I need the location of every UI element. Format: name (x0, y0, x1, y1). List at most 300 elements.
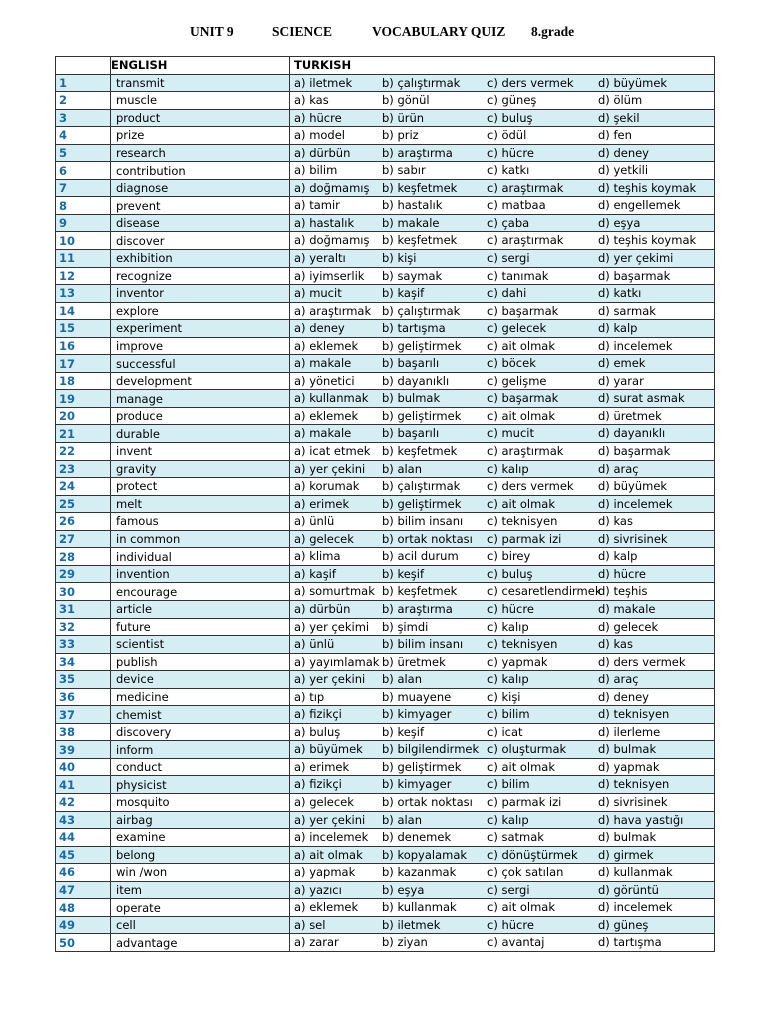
turkish-options (290, 636, 715, 654)
question-number: 39 (56, 741, 111, 759)
option-a[interactable]: a) ait olmak (294, 847, 363, 862)
option-c[interactable]: c) matbaa (487, 198, 546, 213)
option-d[interactable]: d) gelecek (598, 619, 659, 634)
table-row (56, 758, 715, 776)
option-c[interactable]: c) satmak (487, 830, 544, 845)
option-b[interactable]: b) bilim insanı (382, 514, 464, 529)
question-number: 50 (56, 934, 111, 952)
option-c[interactable]: c) araştırmak (487, 233, 564, 248)
option-a[interactable]: a) dürbün (294, 601, 351, 616)
english-word: device (111, 671, 290, 689)
option-c[interactable]: c) yapmak (487, 654, 548, 669)
option-d[interactable]: d) teşhis koymak (598, 233, 697, 248)
table-row (56, 162, 715, 180)
option-c[interactable]: c) ait olmak (487, 759, 556, 774)
option-b[interactable]: b) ürün (382, 110, 425, 125)
option-d[interactable]: d) teknisyen (598, 777, 670, 792)
option-a[interactable]: a) incelemek (294, 830, 369, 845)
option-d[interactable]: d) kalp (598, 549, 638, 564)
option-a[interactable]: a) erimek (294, 496, 350, 511)
option-c[interactable]: c) katkı (487, 163, 530, 178)
option-b[interactable]: b) kimyager (382, 707, 452, 722)
english-word: disease (111, 214, 290, 232)
option-a[interactable]: a) eklemek (294, 338, 359, 353)
option-d[interactable]: d) ilerleme (598, 724, 661, 739)
table-row (56, 565, 715, 583)
table-row (56, 636, 715, 654)
turkish-options (290, 214, 715, 232)
option-d[interactable]: d) araç (598, 461, 639, 476)
english-word: examine (111, 829, 290, 847)
english-word: inventor (111, 285, 290, 303)
table-row (56, 600, 715, 618)
english-word: win /won (111, 864, 290, 882)
option-b[interactable]: b) başarılı (382, 426, 440, 441)
option-b[interactable]: b) çalıştırmak (382, 303, 461, 318)
option-a[interactable]: a) yayımlamak (294, 654, 380, 669)
option-c[interactable]: c) çok satılan (487, 865, 564, 880)
option-c[interactable]: c) parmak izi (487, 531, 562, 546)
question-number: 43 (56, 811, 111, 829)
question-number: 6 (56, 162, 111, 180)
option-c[interactable]: c) buluş (487, 110, 533, 125)
option-a[interactable]: a) deney (294, 321, 345, 336)
option-d[interactable]: d) sivrisinek (598, 531, 668, 546)
table-row (56, 688, 715, 706)
option-d[interactable]: d) dayanıklı (598, 426, 666, 441)
option-d[interactable]: d) incelemek (598, 338, 673, 353)
table-row (56, 92, 715, 110)
option-a[interactable]: a) yer çekini (294, 672, 366, 687)
option-a[interactable]: a) sel (294, 917, 326, 932)
option-c[interactable]: c) kişi (487, 689, 521, 704)
option-a[interactable]: a) icat etmek (294, 444, 371, 459)
option-a[interactable]: a) gelecek (294, 531, 354, 546)
option-b[interactable]: b) çalıştırmak (382, 479, 461, 494)
option-d[interactable]: d) teknisyen (598, 707, 670, 722)
table-header-row (56, 57, 715, 75)
option-c[interactable]: c) kalıp (487, 812, 529, 827)
english-word: exhibition (111, 250, 290, 268)
turkish-options (290, 478, 715, 496)
option-c[interactable]: c) kalıp (487, 461, 529, 476)
question-number: 41 (56, 776, 111, 794)
option-c[interactable]: c) mucit (487, 426, 534, 441)
option-d[interactable]: d) başarmak (598, 268, 671, 283)
option-c[interactable]: c) ait olmak (487, 408, 556, 423)
option-d[interactable]: d) ölüm (598, 93, 643, 108)
english-word: physicist (111, 776, 290, 794)
english-word: individual (111, 548, 290, 566)
option-a[interactable]: a) makale (294, 426, 352, 441)
turkish-options (290, 74, 715, 92)
option-c[interactable]: c) bilim (487, 707, 530, 722)
option-d[interactable]: d) yarar (598, 373, 644, 388)
option-b[interactable]: b) gönül (382, 93, 430, 108)
option-b[interactable]: b) kişi (382, 251, 417, 266)
table-row (56, 460, 715, 478)
english-word: conduct (111, 758, 290, 776)
option-b[interactable]: b) kullanmak (382, 900, 457, 915)
option-d[interactable]: d) teşhis (598, 584, 648, 599)
option-d[interactable]: d) üretmek (598, 408, 662, 423)
option-b[interactable]: b) denemek (382, 830, 452, 845)
option-d[interactable]: d) tartışma (598, 935, 662, 950)
option-d[interactable]: d) incelemek (598, 900, 673, 915)
table-row (56, 899, 715, 917)
option-d[interactable]: d) girmek (598, 847, 654, 862)
option-c[interactable]: c) gelecek (487, 321, 547, 336)
option-c[interactable]: c) ait olmak (487, 900, 556, 915)
table-row (56, 618, 715, 636)
table-row (56, 250, 715, 268)
question-number: 1 (56, 74, 111, 92)
option-a[interactable]: a) zarar (294, 935, 339, 950)
option-d[interactable]: d) sarmak (598, 303, 656, 318)
option-a[interactable]: a) büyümek (294, 742, 363, 757)
unit-title: UNIT 9 (190, 24, 234, 39)
english-word: invention (111, 565, 290, 583)
turkish-options (290, 846, 715, 864)
turkish-options (290, 355, 715, 373)
option-b[interactable]: b) tartışma (382, 321, 446, 336)
option-d[interactable]: d) hücre (598, 566, 646, 581)
table-row (56, 793, 715, 811)
subject-title: SCIENCE (272, 24, 333, 39)
question-number: 9 (56, 214, 111, 232)
turkish-options (290, 92, 715, 110)
english-word: cell (111, 916, 290, 934)
option-a[interactable]: a) hücre (294, 110, 342, 125)
turkish-options (290, 285, 715, 303)
turkish-options (290, 811, 715, 829)
turkish-options (290, 267, 715, 285)
option-d[interactable]: d) güneş (598, 917, 649, 932)
option-b[interactable]: b) araştırma (382, 145, 453, 160)
turkish-options (290, 109, 715, 127)
option-a[interactable]: a) hastalık (294, 215, 355, 230)
option-d[interactable]: d) başarmak (598, 444, 671, 459)
table-row (56, 267, 715, 285)
option-b[interactable]: b) başarılı (382, 356, 440, 371)
english-word: scientist (111, 636, 290, 654)
option-a[interactable]: a) erimek (294, 759, 350, 774)
turkish-options (290, 934, 715, 952)
option-c[interactable]: c) ait olmak (487, 338, 556, 353)
option-c[interactable]: c) ders vermek (487, 75, 574, 90)
english-word: research (111, 144, 290, 162)
option-d[interactable]: d) araç (598, 672, 639, 687)
option-a[interactable]: a) buluş (294, 724, 341, 739)
table-row (56, 653, 715, 671)
option-d[interactable]: d) deney (598, 689, 649, 704)
option-a[interactable]: a) iletmek (294, 75, 353, 90)
table-row (56, 127, 715, 145)
option-b[interactable]: b) saymak (382, 268, 443, 283)
option-b[interactable]: b) dayanıklı (382, 373, 450, 388)
option-d[interactable]: d) kas (598, 514, 633, 529)
turkish-options (290, 899, 715, 917)
option-c[interactable]: c) buluş (487, 566, 533, 581)
option-a[interactable]: a) eklemek (294, 408, 359, 423)
option-c[interactable]: c) araştırmak (487, 444, 564, 459)
option-c[interactable]: c) sergi (487, 251, 530, 266)
option-c[interactable]: c) cesaretlendirmek (487, 584, 602, 599)
question-number: 27 (56, 530, 111, 548)
option-a[interactable]: a) model (294, 128, 345, 143)
option-d[interactable]: d) yer çekimi (598, 251, 674, 266)
option-d[interactable]: d) incelemek (598, 496, 673, 511)
option-b[interactable]: b) üretmek (382, 654, 446, 669)
turkish-options (290, 829, 715, 847)
option-d[interactable]: d) eşya (598, 215, 641, 230)
option-a[interactable]: a) kaşif (294, 566, 336, 581)
turkish-options (290, 776, 715, 794)
turkish-options (290, 671, 715, 689)
table-row (56, 706, 715, 724)
option-d[interactable]: d) kalp (598, 321, 638, 336)
option-a[interactable]: a) tıp (294, 689, 325, 704)
option-c[interactable]: c) dahi (487, 286, 527, 301)
option-b[interactable]: b) alan (382, 812, 423, 827)
option-a[interactable]: a) doğmamış (294, 180, 370, 195)
option-b[interactable]: b) çalıştırmak (382, 75, 461, 90)
option-b[interactable]: b) keşfetmek (382, 233, 458, 248)
option-b[interactable]: b) iletmek (382, 917, 441, 932)
option-d[interactable]: d) emek (598, 356, 646, 371)
option-d[interactable]: d) bulmak (598, 742, 657, 757)
option-b[interactable]: b) bulmak (382, 391, 441, 406)
table-row (56, 583, 715, 601)
table-row (56, 548, 715, 566)
option-a[interactable]: a) yazıcı (294, 882, 342, 897)
english-word: product (111, 109, 290, 127)
table-row (56, 829, 715, 847)
turkish-options (290, 179, 715, 197)
option-d[interactable]: d) yapmak (598, 759, 660, 774)
option-c[interactable]: c) ödül (487, 128, 527, 143)
option-a[interactable]: a) somurtmak (294, 584, 375, 599)
turkish-options (290, 565, 715, 583)
option-c[interactable]: c) sergi (487, 882, 530, 897)
option-b[interactable]: b) geliştirmek (382, 759, 462, 774)
question-number: 45 (56, 846, 111, 864)
option-b[interactable]: b) kazanmak (382, 865, 457, 880)
option-d[interactable]: d) teşhis koymak (598, 180, 697, 195)
option-a[interactable]: a) tamir (294, 198, 340, 213)
option-a[interactable]: a) makale (294, 356, 352, 371)
question-number: 30 (56, 583, 111, 601)
option-c[interactable]: c) parmak izi (487, 794, 562, 809)
option-b[interactable]: b) şimdi (382, 619, 429, 634)
table-body (56, 74, 715, 951)
option-a[interactable]: a) iyimserlik (294, 268, 365, 283)
turkish-options (290, 407, 715, 425)
option-a[interactable]: a) yapmak (294, 865, 356, 880)
option-c[interactable]: c) başarmak (487, 391, 559, 406)
option-d[interactable]: d) şekil (598, 110, 640, 125)
option-d[interactable]: d) sivrisinek (598, 794, 668, 809)
option-b[interactable]: b) ortak noktası (382, 531, 473, 546)
option-a[interactable]: a) korumak (294, 479, 360, 494)
option-d[interactable]: d) hava yastığı (598, 812, 684, 827)
question-number: 2 (56, 92, 111, 110)
option-b[interactable]: b) geliştirmek (382, 496, 462, 511)
turkish-options (290, 618, 715, 636)
option-c[interactable]: c) böcek (487, 356, 536, 371)
option-a[interactable]: a) ünlü (294, 637, 335, 652)
option-c[interactable]: c) hücre (487, 601, 534, 616)
option-d[interactable]: d) kullanmak (598, 865, 673, 880)
option-d[interactable]: d) büyümek (598, 75, 668, 90)
english-word: recognize (111, 267, 290, 285)
turkish-options (290, 653, 715, 671)
option-b[interactable]: b) kimyager (382, 777, 452, 792)
option-b[interactable]: b) alan (382, 461, 423, 476)
option-a[interactable]: a) yer çekini (294, 461, 366, 476)
option-b[interactable]: b) geliştirmek (382, 408, 462, 423)
turkish-options (290, 495, 715, 513)
option-b[interactable]: b) ortak noktası (382, 794, 473, 809)
option-d[interactable]: d) büyümek (598, 479, 668, 494)
question-number: 26 (56, 513, 111, 531)
english-word: encourage (111, 583, 290, 601)
question-number: 42 (56, 793, 111, 811)
option-c[interactable]: c) ders vermek (487, 479, 574, 494)
option-c[interactable]: c) gelişme (487, 373, 547, 388)
english-word: prize (111, 127, 290, 145)
option-d[interactable]: d) surat asmak (598, 391, 685, 406)
option-b[interactable]: b) priz (382, 128, 419, 143)
option-c[interactable]: c) birey (487, 549, 531, 564)
option-c[interactable]: c) hücre (487, 917, 534, 932)
option-a[interactable]: a) mucit (294, 286, 342, 301)
option-b[interactable]: b) muayene (382, 689, 452, 704)
table-row (56, 811, 715, 829)
question-number: 11 (56, 250, 111, 268)
question-number: 3 (56, 109, 111, 127)
option-a[interactable]: a) bilim (294, 163, 338, 178)
option-a[interactable]: a) dürbün (294, 145, 351, 160)
question-number: 5 (56, 144, 111, 162)
english-word: muscle (111, 92, 290, 110)
option-c[interactable]: c) kalıp (487, 619, 529, 634)
option-b[interactable]: b) sabır (382, 163, 426, 178)
option-d[interactable]: d) bulmak (598, 830, 657, 845)
turkish-options (290, 741, 715, 759)
option-a[interactable]: a) yer çekimi (294, 619, 370, 634)
option-c[interactable]: c) çaba (487, 215, 530, 230)
english-word: explore (111, 302, 290, 320)
question-number: 19 (56, 390, 111, 408)
option-b[interactable]: b) keşif (382, 724, 425, 739)
option-b[interactable]: b) ziyan (382, 935, 428, 950)
option-b[interactable]: b) kaşif (382, 286, 425, 301)
option-a[interactable]: a) yer çekini (294, 812, 366, 827)
option-b[interactable]: b) keşif (382, 566, 425, 581)
english-word: famous (111, 513, 290, 531)
english-word: discover (111, 232, 290, 250)
option-b[interactable]: b) hastalık (382, 198, 443, 213)
option-c[interactable]: c) icat (487, 724, 523, 739)
option-c[interactable]: c) teknisyen (487, 514, 558, 529)
option-a[interactable]: a) eklemek (294, 900, 359, 915)
english-word: in common (111, 530, 290, 548)
option-d[interactable]: d) katkı (598, 286, 642, 301)
option-a[interactable]: a) ünlü (294, 514, 335, 529)
table-row (56, 495, 715, 513)
option-a[interactable]: a) yeraltı (294, 251, 346, 266)
option-d[interactable]: d) engellemek (598, 198, 681, 213)
option-b[interactable]: b) alan (382, 672, 423, 687)
option-b[interactable]: b) geliştirmek (382, 338, 462, 353)
option-c[interactable]: c) oluşturmak (487, 742, 567, 757)
option-c[interactable]: c) tanımak (487, 268, 549, 283)
option-c[interactable]: c) araştırmak (487, 180, 564, 195)
option-d[interactable]: d) makale (598, 601, 656, 616)
option-b[interactable]: b) kopyalamak (382, 847, 468, 862)
turkish-options (290, 250, 715, 268)
option-c[interactable]: c) dönüştürmek (487, 847, 578, 862)
option-b[interactable]: b) keşfetmek (382, 444, 458, 459)
option-d[interactable]: d) fen (598, 128, 632, 143)
question-number: 49 (56, 916, 111, 934)
option-c[interactable]: c) hücre (487, 145, 534, 160)
option-d[interactable]: d) kas (598, 637, 633, 652)
option-c[interactable]: c) avantaj (487, 935, 545, 950)
option-c[interactable]: c) başarmak (487, 303, 559, 318)
option-a[interactable]: a) fizikçi (294, 777, 342, 792)
option-c[interactable]: c) ait olmak (487, 496, 556, 511)
option-b[interactable]: b) makale (382, 215, 440, 230)
table-row (56, 197, 715, 215)
option-d[interactable]: d) yetkili (598, 163, 649, 178)
option-b[interactable]: b) bilgilendirmek (382, 742, 480, 757)
option-a[interactable]: a) doğmamış (294, 233, 370, 248)
option-a[interactable]: a) kas (294, 93, 329, 108)
table-row (56, 109, 715, 127)
option-b[interactable]: b) acil durum (382, 549, 459, 564)
table-row (56, 846, 715, 864)
option-b[interactable]: b) eşya (382, 882, 425, 897)
question-number: 15 (56, 320, 111, 338)
option-a[interactable]: a) araştırmak (294, 303, 372, 318)
question-number: 28 (56, 548, 111, 566)
option-d[interactable]: d) ders vermek (598, 654, 686, 669)
turkish-options (290, 443, 715, 461)
option-d[interactable]: d) görüntü (598, 882, 659, 897)
english-word: protect (111, 478, 290, 496)
option-b[interactable]: b) bilim insanı (382, 637, 464, 652)
option-b[interactable]: b) araştırma (382, 601, 453, 616)
option-a[interactable]: a) gelecek (294, 794, 354, 809)
turkish-options (290, 232, 715, 250)
option-c[interactable]: c) güneş (487, 93, 537, 108)
option-c[interactable]: c) bilim (487, 777, 530, 792)
option-a[interactable]: a) klima (294, 549, 341, 564)
option-b[interactable]: b) keşfetmek (382, 584, 458, 599)
option-a[interactable]: a) fizikçi (294, 707, 342, 722)
option-c[interactable]: c) teknisyen (487, 637, 558, 652)
option-c[interactable]: c) kalıp (487, 672, 529, 687)
turkish-options (290, 197, 715, 215)
option-d[interactable]: d) deney (598, 145, 649, 160)
option-a[interactable]: a) yönetici (294, 373, 355, 388)
english-word: invent (111, 443, 290, 461)
question-number: 24 (56, 478, 111, 496)
option-b[interactable]: b) keşfetmek (382, 180, 458, 195)
option-a[interactable]: a) kullanmak (294, 391, 369, 406)
